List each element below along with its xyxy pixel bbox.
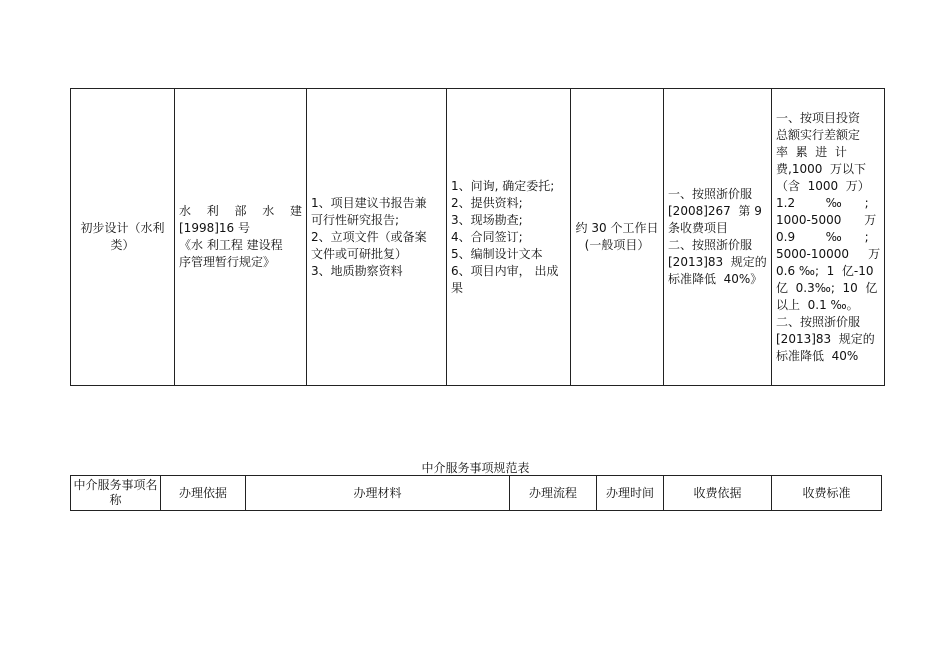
process-line: 1、问询, 确定委托;: [451, 178, 555, 193]
fee-standard-line: 二、按照浙价服: [776, 314, 861, 329]
fee-standard-line: 一、按项目投资: [776, 110, 861, 125]
basis-line: 水 利 部 水 建: [179, 204, 302, 218]
process-cell: [447, 89, 571, 386]
fee-standard-line: 以上 0.1 ‰。: [776, 297, 859, 312]
process-line: 5、编制设计文本: [451, 246, 543, 261]
header-materials: 办理材料: [246, 476, 510, 511]
process-line: 3、现场勘查;: [451, 212, 523, 227]
fee-basis-cell: [664, 89, 772, 386]
process-line: 2、提供资料;: [451, 195, 523, 210]
basis-line: 序管理暂行规定》: [179, 255, 276, 269]
header-name: 中介服务事项名称: [71, 476, 161, 511]
fee-standard-line: 1.2 ‰ ;: [776, 195, 869, 210]
fee-basis-line: 条收费项目: [668, 221, 729, 235]
fee-basis-line: [2008]267 第 9: [668, 204, 762, 218]
service-name: 初步设计（水利类）: [80, 221, 165, 252]
service-name-cell: [71, 89, 175, 386]
table-caption: 中介服务事项规范表: [421, 461, 530, 475]
fee-basis-line: 标准降低 40%》: [668, 272, 763, 286]
materials-line: 可行性研究报告;: [311, 212, 400, 227]
materials-line: 1、项目建议书报告兼: [311, 195, 427, 210]
fee-basis-line: 二、按照浙价服: [668, 238, 753, 252]
fee-standard-line: 率 累 进 计: [776, 144, 847, 159]
table-row: [71, 89, 885, 386]
fee-basis-line: 一、按照浙价服: [668, 187, 753, 201]
header-process: 办理流程: [510, 476, 597, 511]
fee-standard-line: 亿 0.3‰; 10 亿: [776, 280, 878, 295]
header-fee-standard: 收费标准: [772, 476, 882, 511]
materials-cell: [307, 89, 447, 386]
header-row: [71, 476, 882, 511]
fee-standard-line: 0.9 ‰ ;: [776, 229, 869, 244]
fee-standard-line: 1000-5000 万: [776, 212, 877, 227]
processing-time: 约 30 个工作日(一般项目）: [575, 221, 659, 252]
fee-standard-line: 5000-10000 万: [776, 246, 881, 261]
process-line: 4、合同签订;: [451, 229, 523, 244]
basis-line: [1998]16 号: [179, 221, 250, 235]
basis-line: 《水 利工程 建设程: [179, 238, 283, 252]
fee-standard-line: [2013]83 规定的: [776, 331, 875, 346]
materials-line: 3、地质勘察资料: [311, 263, 403, 278]
fee-standard-line: 费,1000 万以下: [776, 161, 866, 176]
fee-standard-line: 0.6 ‰; 1 亿-10: [776, 263, 874, 278]
fee-basis-line: [2013]83 规定的: [668, 255, 767, 269]
process-line: 果: [451, 280, 464, 295]
header-time: 办理时间: [597, 476, 664, 511]
materials-line: 文件或可研批复）: [311, 246, 408, 261]
materials-line: 2、立项文件（或备案: [311, 229, 427, 244]
time-cell: [571, 89, 664, 386]
header-fee-basis: 收费依据: [664, 476, 772, 511]
service-detail-table: [70, 88, 885, 386]
fee-standard-line: （含 1000 万）: [776, 178, 870, 193]
process-line: 6、项目内审， 出成: [451, 263, 559, 278]
fee-standard-line: 标准降低 40%: [776, 348, 859, 363]
header-table: [70, 475, 882, 511]
header-basis: 办理依据: [161, 476, 246, 511]
fee-standard-cell: [772, 89, 885, 386]
fee-standard-line: 总额实行差额定: [776, 127, 861, 142]
basis-cell: [175, 89, 307, 386]
